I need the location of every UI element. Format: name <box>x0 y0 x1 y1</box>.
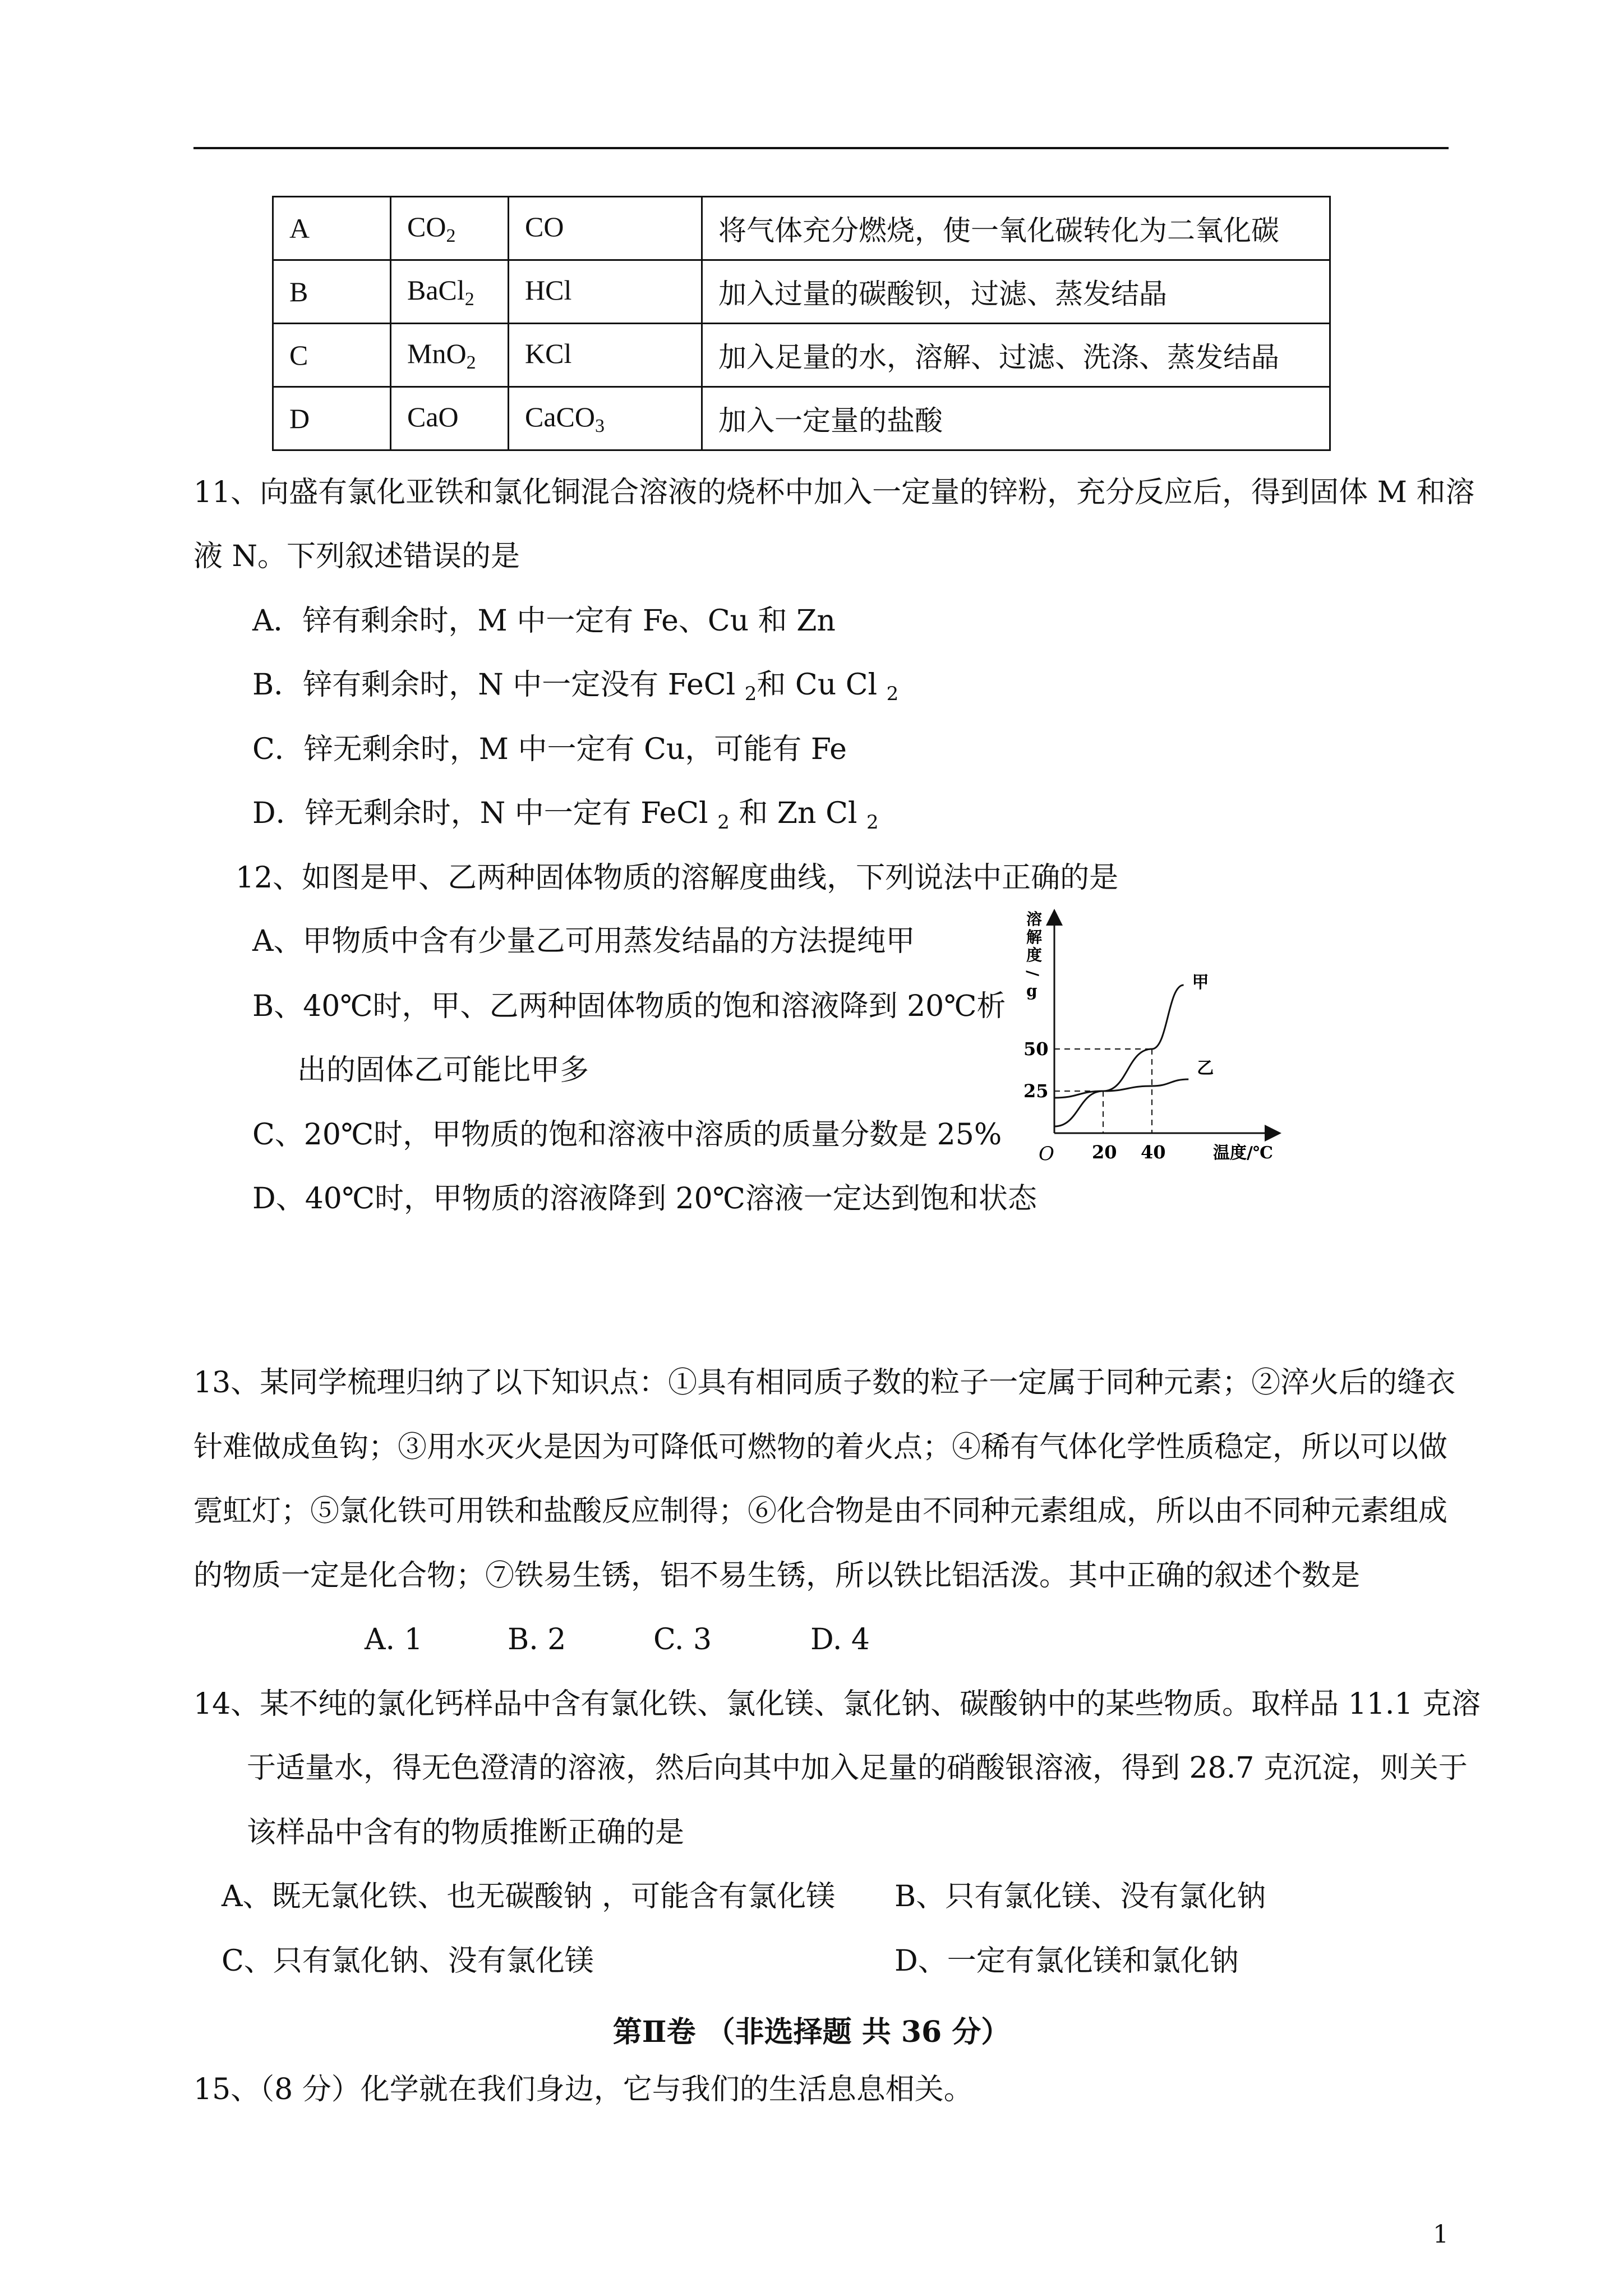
q11-stem-line1: 11、向盛有氯化亚铁和氯化铜混合溶液的烧杯中加入一定量的锌粉，充分反应后，得到固体 M 和溶 <box>193 476 1475 509</box>
impurity: KCl <box>509 324 702 387</box>
impurity: HCl <box>509 260 702 324</box>
q12-option-b-line1: B、40℃时，甲、乙两种固体物质的饱和溶液降到 20℃析 <box>252 990 1006 1023</box>
q14-option-b: B、只有氯化镁、没有氯化钠 <box>895 1880 1266 1913</box>
origin-label: O <box>1039 1143 1054 1165</box>
q14-line3: 该样品中含有的物质推断正确的是 <box>247 1816 685 1849</box>
q11-stem-line2: 液 N。下列叙述错误的是 <box>193 540 520 573</box>
table-row <box>273 387 1330 450</box>
y-axis-label-char: / <box>1023 970 1042 977</box>
q13-line4: 的物质一定是化合物；⑦铁易生锈，铝不易生锈，所以铁比铝活泼。其中正确的叙述个数是 <box>193 1559 1361 1593</box>
impurity: CO <box>509 197 702 260</box>
series-curve-yi <box>1054 1079 1188 1098</box>
table-row <box>273 197 1330 260</box>
method: 加入过量的碳酸钡，过滤、蒸发结晶 <box>702 260 1330 324</box>
y-axis-label-char: g <box>1026 982 1038 1000</box>
series-label: 乙 <box>1197 1059 1214 1078</box>
q14-option-d: D、一定有氯化镁和氯化钠 <box>895 1944 1239 1978</box>
method: 加入一定量的盐酸 <box>702 387 1330 450</box>
page-number: 1 <box>1433 2220 1449 2249</box>
q13-line3: 霓虹灯；⑤氯化铁可用铁和盐酸反应制得；⑥化合物是由不同种元素组成，所以由不同种元素组成 <box>193 1494 1448 1528</box>
y-axis-label-char: 溶 <box>1026 910 1043 928</box>
series-label: 甲 <box>1192 973 1209 992</box>
q11-option-d: D．锌无剩余时，N 中一定有 FeCl $_2$ 和 Zn Cl $_2$ <box>252 797 879 834</box>
method: 加入足量的水，溶解、过滤、洗涤、蒸发结晶 <box>702 324 1330 387</box>
q13-line1: 13、某同学梳理归纳了以下知识点：①具有相同质子数的粒子一定属于同种元素；②淬火后的缝衣 <box>193 1366 1456 1400</box>
q12-option-b-line2: 出的固体乙可能比甲多 <box>297 1053 589 1087</box>
options-table <box>272 196 1331 451</box>
y-axis-label-char: 度 <box>1026 946 1043 964</box>
q12-stem: 12、如图是甲、乙两种固体物质的溶解度曲线，下列说法中正确的是 <box>236 861 1119 895</box>
q13-option-b: B. 2 <box>508 1623 566 1657</box>
x-tick-label: 40 <box>1141 1142 1166 1163</box>
x-axis-label: 温度/℃ <box>1213 1143 1273 1163</box>
series-curve-jia <box>1054 985 1184 1126</box>
q13-option-d: D. 4 <box>810 1623 870 1657</box>
y-axis-label <box>1023 910 1042 1000</box>
q14-line1: 14、某不纯的氯化钙样品中含有氯化铁、氯化镁、氯化钠、碳酸钠中的某些物质。取样品 11.1 克溶 <box>193 1687 1481 1721</box>
substance: CaO <box>391 387 509 450</box>
y-tick-label: 50 <box>1023 1038 1049 1060</box>
q11-option-c: C．锌无剩余时，M 中一定有 Cu，可能有 Fe <box>252 733 847 766</box>
header-rule <box>193 147 1449 149</box>
q13-line2: 针难做成鱼钩；③用水灭火是因为可降低可燃物的着火点；④稀有气体化学性质稳定，所以可以做 <box>193 1430 1448 1464</box>
method: 将气体充分燃烧，使一氧化碳转化为二氧化碳 <box>702 197 1330 260</box>
q15-stem: 15、（8 分）化学就在我们身边，它与我们的生活息息相关。 <box>193 2073 973 2106</box>
substance: MnO$_2$ <box>391 324 509 387</box>
option-letter: B <box>273 260 391 324</box>
q12-option-d: D、40℃时，甲物质的溶液降到 20℃溶液一定达到饱和状态 <box>252 1182 1037 1216</box>
table-row <box>273 260 1330 324</box>
option-letter: A <box>273 197 391 260</box>
substance: BaCl$_2$ <box>391 260 509 324</box>
substance: $CO_2$ <box>391 197 509 260</box>
q12-option-c: C、20℃时，甲物质的饱和溶液中溶质的质量分数是 25% <box>252 1118 1002 1152</box>
impurity: CaCO$_3$ <box>509 387 702 450</box>
q14-line2: 于适量水，得无色澄清的溶液，然后向其中加入足量的硝酸银溶液，得到 28.7 克沉淀，则关于 <box>247 1751 1468 1785</box>
q14-option-c: C、只有氯化钠、没有氯化镁 <box>222 1944 594 1978</box>
q11-option-b: B．锌有剩余时，N 中一定没有 FeCl $_2$和 Cu Cl $_2$ <box>252 668 899 705</box>
option-letter: C <box>273 324 391 387</box>
y-axis-label-char: 解 <box>1026 928 1043 946</box>
q13-option-a: A. 1 <box>365 1623 423 1657</box>
table-row <box>273 324 1330 387</box>
q14-option-a: A、既无氯化铁、也无碳酸钠 ，可能含有氯化镁 <box>222 1880 836 1913</box>
q11-option-a: A．锌有剩余时，M 中一定有 Fe、Cu 和 Zn <box>252 604 836 638</box>
q13-option-c: C. 3 <box>653 1623 712 1657</box>
q12-option-a: A、甲物质中含有少量乙可用蒸发结晶的方法提纯甲 <box>252 924 915 958</box>
solubility-chart <box>1004 903 1284 1184</box>
option-letter: D <box>273 387 391 450</box>
section-title: 第Ⅱ卷 （非选择题 共 36 分） <box>612 2015 1011 2049</box>
x-tick-label: 20 <box>1092 1142 1117 1163</box>
y-tick-label: 25 <box>1023 1080 1049 1102</box>
